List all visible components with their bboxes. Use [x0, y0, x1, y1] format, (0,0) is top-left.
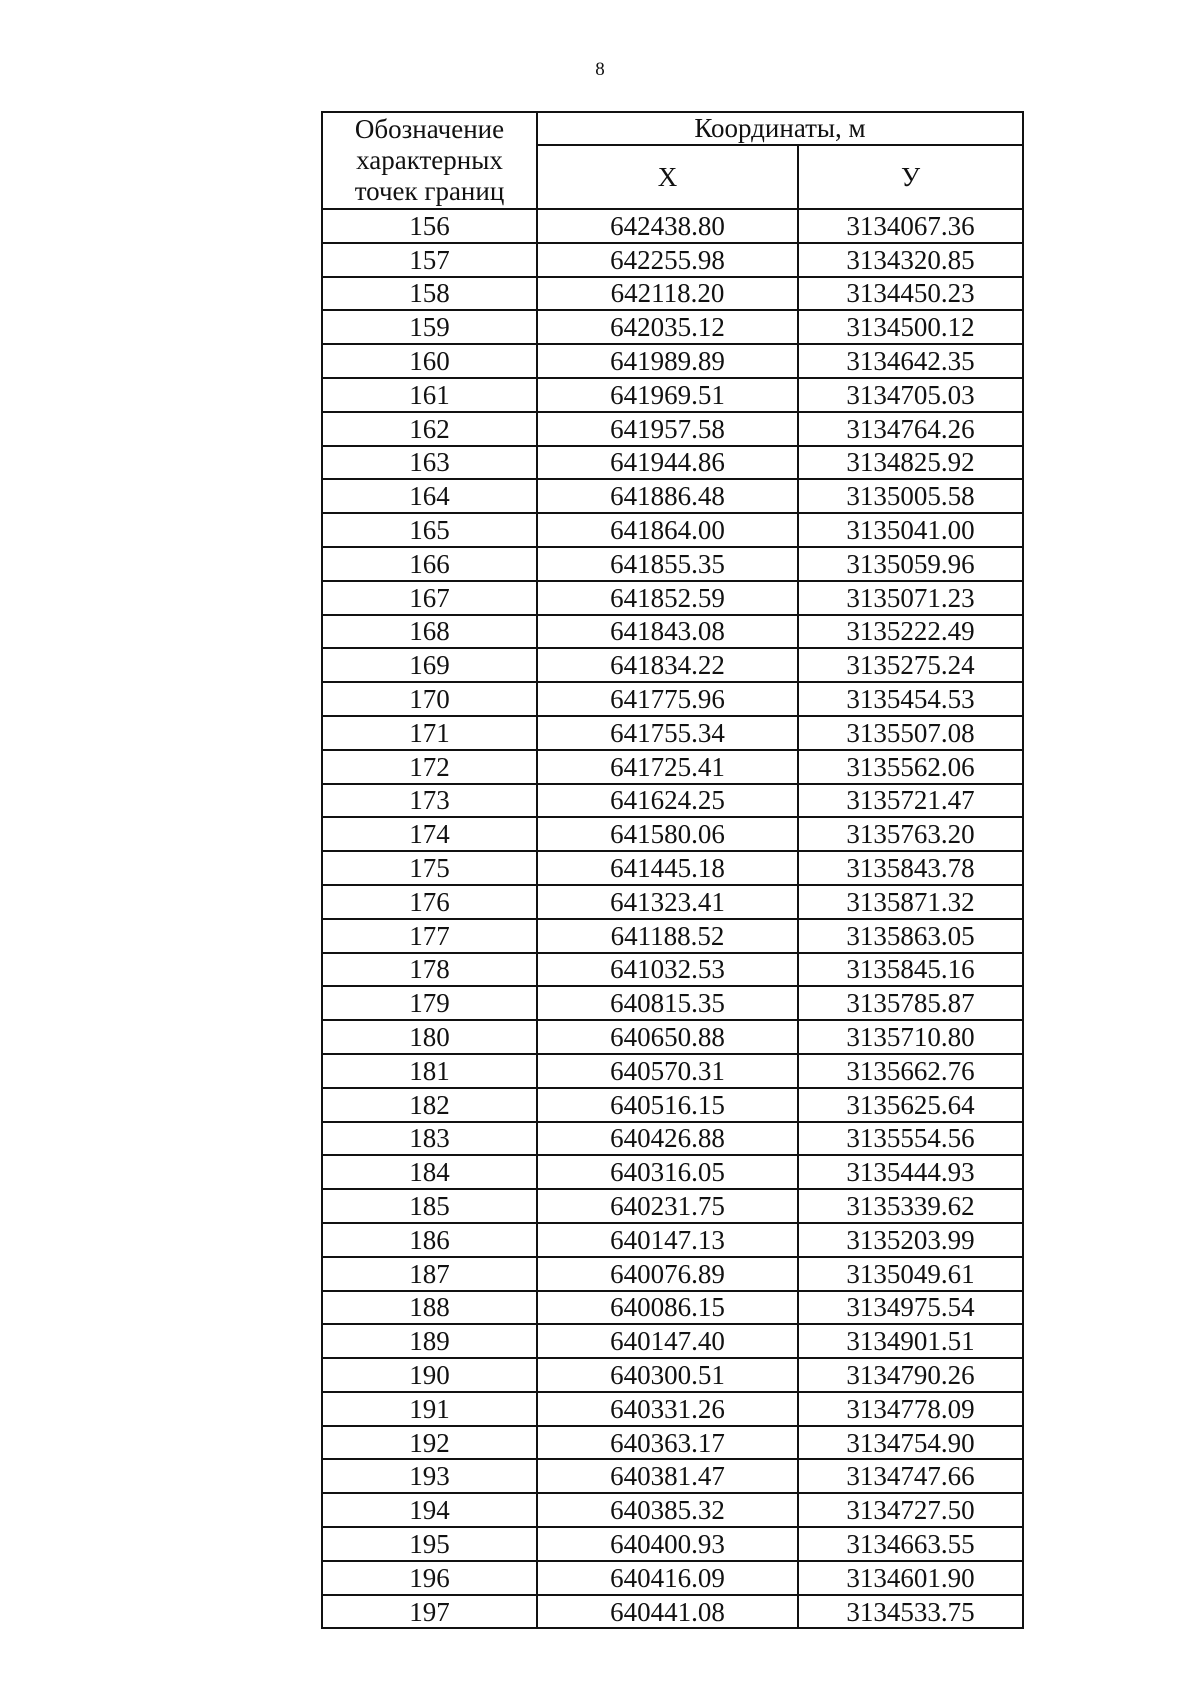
point-number-cell: 158 [322, 277, 537, 311]
x-coordinate-cell: 641989.89 [537, 344, 798, 378]
table-row [322, 243, 1023, 277]
point-number-cell: 165 [322, 513, 537, 547]
point-number-cell: 168 [322, 615, 537, 649]
x-coordinate-cell: 640385.32 [537, 1493, 798, 1527]
point-number-cell: 186 [322, 1223, 537, 1257]
y-coordinate-cell: 3135843.78 [798, 851, 1023, 885]
x-coordinate-cell: 640147.13 [537, 1223, 798, 1257]
point-number-cell: 196 [322, 1561, 537, 1595]
table-row [322, 885, 1023, 919]
point-number-cell: 191 [322, 1392, 537, 1426]
table-row [322, 479, 1023, 513]
point-number-cell: 166 [322, 547, 537, 581]
table-row [322, 1291, 1023, 1325]
y-coordinate-cell: 3134754.90 [798, 1426, 1023, 1460]
x-coordinate-cell: 640516.15 [537, 1088, 798, 1122]
point-number-cell: 164 [322, 479, 537, 513]
table-row [322, 784, 1023, 818]
y-coordinate-cell: 3135871.32 [798, 885, 1023, 919]
y-coordinate-cell: 3135710.80 [798, 1020, 1023, 1054]
x-coordinate-cell: 640231.75 [537, 1189, 798, 1223]
point-number-cell: 194 [322, 1493, 537, 1527]
table-row [322, 1189, 1023, 1223]
table-row [322, 1493, 1023, 1527]
y-coordinate-cell: 3134778.09 [798, 1392, 1023, 1426]
x-coordinate-cell: 640316.05 [537, 1155, 798, 1189]
point-number-cell: 195 [322, 1527, 537, 1561]
point-number-cell: 192 [322, 1426, 537, 1460]
table-row [322, 1459, 1023, 1493]
point-number-cell: 188 [322, 1291, 537, 1325]
y-coordinate-cell: 3135041.00 [798, 513, 1023, 547]
y-coordinate-cell: 3134901.51 [798, 1324, 1023, 1358]
y-coordinate-cell: 3135071.23 [798, 581, 1023, 615]
table-row [322, 1223, 1023, 1257]
point-number-cell: 172 [322, 750, 537, 784]
table-row [322, 1392, 1023, 1426]
y-coordinate-cell: 3134067.36 [798, 209, 1023, 243]
point-designation-header: Обозначение характерных точек границ [322, 112, 537, 209]
table-row [322, 1426, 1023, 1460]
point-number-cell: 183 [322, 1122, 537, 1156]
table-row [322, 378, 1023, 412]
y-coordinate-cell: 3134747.66 [798, 1459, 1023, 1493]
x-coordinate-cell: 641944.86 [537, 446, 798, 480]
y-coordinate-cell: 3135275.24 [798, 648, 1023, 682]
table-body [322, 209, 1023, 1628]
y-coordinate-cell: 3135222.49 [798, 615, 1023, 649]
table-row [322, 1324, 1023, 1358]
point-number-cell: 171 [322, 716, 537, 750]
table-row [322, 581, 1023, 615]
y-coordinate-cell: 3134705.03 [798, 378, 1023, 412]
y-coordinate-cell: 3135625.64 [798, 1088, 1023, 1122]
x-coordinate-cell: 641323.41 [537, 885, 798, 919]
x-coordinate-cell: 641969.51 [537, 378, 798, 412]
x-coordinate-cell: 640416.09 [537, 1561, 798, 1595]
y-coordinate-cell: 3135444.93 [798, 1155, 1023, 1189]
table-row [322, 1527, 1023, 1561]
x-coordinate-cell: 641852.59 [537, 581, 798, 615]
table-row [322, 817, 1023, 851]
x-coordinate-cell: 640570.31 [537, 1054, 798, 1088]
y-coordinate-cell: 3135203.99 [798, 1223, 1023, 1257]
point-number-cell: 169 [322, 648, 537, 682]
y-coordinate-cell: 3135845.16 [798, 953, 1023, 987]
y-coordinate-cell: 3134727.50 [798, 1493, 1023, 1527]
y-coordinate-cell: 3134450.23 [798, 277, 1023, 311]
y-coordinate-cell: 3135785.87 [798, 986, 1023, 1020]
x-coordinate-cell: 641445.18 [537, 851, 798, 885]
table-row [322, 750, 1023, 784]
point-number-cell: 167 [322, 581, 537, 615]
table-row [322, 547, 1023, 581]
point-number-cell: 193 [322, 1459, 537, 1493]
table-row [322, 682, 1023, 716]
table-row [322, 310, 1023, 344]
x-coordinate-cell: 641886.48 [537, 479, 798, 513]
x-coordinate-cell: 640441.08 [537, 1595, 798, 1629]
table-row [322, 851, 1023, 885]
point-number-cell: 161 [322, 378, 537, 412]
point-number-cell: 159 [322, 310, 537, 344]
x-coordinate-cell: 640426.88 [537, 1122, 798, 1156]
y-coordinate-cell: 3134764.26 [798, 412, 1023, 446]
y-coordinate-cell: 3135863.05 [798, 919, 1023, 953]
y-coordinate-cell: 3135454.53 [798, 682, 1023, 716]
y-coordinate-cell: 3135562.06 [798, 750, 1023, 784]
y-column-header: У [798, 145, 1023, 209]
point-number-cell: 170 [322, 682, 537, 716]
coordinates-header: Координаты, м [537, 112, 1023, 145]
table-row [322, 953, 1023, 987]
x-coordinate-cell: 642438.80 [537, 209, 798, 243]
point-number-cell: 173 [322, 784, 537, 818]
table-row [322, 1020, 1023, 1054]
table-row [322, 344, 1023, 378]
x-coordinate-cell: 640086.15 [537, 1291, 798, 1325]
y-coordinate-cell: 3134642.35 [798, 344, 1023, 378]
y-coordinate-cell: 3135721.47 [798, 784, 1023, 818]
x-coordinate-cell: 641775.96 [537, 682, 798, 716]
x-coordinate-cell: 640363.17 [537, 1426, 798, 1460]
table-row [322, 1088, 1023, 1122]
x-coordinate-cell: 640300.51 [537, 1358, 798, 1392]
table-row [322, 986, 1023, 1020]
x-coordinate-cell: 641624.25 [537, 784, 798, 818]
x-coordinate-cell: 640147.40 [537, 1324, 798, 1358]
point-number-cell: 176 [322, 885, 537, 919]
x-coordinate-cell: 640381.47 [537, 1459, 798, 1493]
table-row [322, 1257, 1023, 1291]
x-coordinate-cell: 642035.12 [537, 310, 798, 344]
y-coordinate-cell: 3135059.96 [798, 547, 1023, 581]
x-coordinate-cell: 640076.89 [537, 1257, 798, 1291]
y-coordinate-cell: 3135005.58 [798, 479, 1023, 513]
y-coordinate-cell: 3135339.62 [798, 1189, 1023, 1223]
point-number-cell: 182 [322, 1088, 537, 1122]
x-coordinate-cell: 641843.08 [537, 615, 798, 649]
x-coordinate-cell: 641725.41 [537, 750, 798, 784]
point-number-cell: 156 [322, 209, 537, 243]
table-row [322, 277, 1023, 311]
y-coordinate-cell: 3135662.76 [798, 1054, 1023, 1088]
y-coordinate-cell: 3134601.90 [798, 1561, 1023, 1595]
table-row [322, 209, 1023, 243]
point-number-cell: 189 [322, 1324, 537, 1358]
table-row [322, 1595, 1023, 1629]
x-coordinate-cell: 640400.93 [537, 1527, 798, 1561]
table-row [322, 1122, 1023, 1156]
x-coordinate-cell: 641957.58 [537, 412, 798, 446]
table-row [322, 446, 1023, 480]
point-number-cell: 178 [322, 953, 537, 987]
y-coordinate-cell: 3134320.85 [798, 243, 1023, 277]
point-number-cell: 157 [322, 243, 537, 277]
x-coordinate-cell: 641755.34 [537, 716, 798, 750]
point-number-cell: 163 [322, 446, 537, 480]
point-number-cell: 185 [322, 1189, 537, 1223]
point-number-cell: 181 [322, 1054, 537, 1088]
table-row [322, 1358, 1023, 1392]
point-number-cell: 160 [322, 344, 537, 378]
y-coordinate-cell: 3135763.20 [798, 817, 1023, 851]
point-number-cell: 190 [322, 1358, 537, 1392]
point-number-cell: 175 [322, 851, 537, 885]
table-row [322, 1054, 1023, 1088]
y-coordinate-cell: 3135554.56 [798, 1122, 1023, 1156]
x-column-header: Х [537, 145, 798, 209]
x-coordinate-cell: 641864.00 [537, 513, 798, 547]
point-number-cell: 180 [322, 1020, 537, 1054]
y-coordinate-cell: 3134825.92 [798, 446, 1023, 480]
point-number-cell: 179 [322, 986, 537, 1020]
y-coordinate-cell: 3135507.08 [798, 716, 1023, 750]
table-row [322, 513, 1023, 547]
table-header [322, 112, 1023, 209]
y-coordinate-cell: 3134790.26 [798, 1358, 1023, 1392]
x-coordinate-cell: 642255.98 [537, 243, 798, 277]
x-coordinate-cell: 642118.20 [537, 277, 798, 311]
x-coordinate-cell: 640815.35 [537, 986, 798, 1020]
y-coordinate-cell: 3134975.54 [798, 1291, 1023, 1325]
page-number: 8 [595, 59, 605, 80]
point-number-cell: 174 [322, 817, 537, 851]
point-number-cell: 187 [322, 1257, 537, 1291]
point-number-cell: 197 [322, 1595, 537, 1629]
x-coordinate-cell: 641580.06 [537, 817, 798, 851]
table-row [322, 716, 1023, 750]
x-coordinate-cell: 640331.26 [537, 1392, 798, 1426]
table-row [322, 1561, 1023, 1595]
x-coordinate-cell: 641188.52 [537, 919, 798, 953]
table-row [322, 412, 1023, 446]
header-row-top [322, 112, 1023, 145]
y-coordinate-cell: 3134500.12 [798, 310, 1023, 344]
point-number-cell: 177 [322, 919, 537, 953]
point-number-cell: 162 [322, 412, 537, 446]
point-number-cell: 184 [322, 1155, 537, 1189]
table-row [322, 615, 1023, 649]
y-coordinate-cell: 3134663.55 [798, 1527, 1023, 1561]
x-coordinate-cell: 640650.88 [537, 1020, 798, 1054]
y-coordinate-cell: 3134533.75 [798, 1595, 1023, 1629]
table-row [322, 919, 1023, 953]
y-coordinate-cell: 3135049.61 [798, 1257, 1023, 1291]
x-coordinate-cell: 641032.53 [537, 953, 798, 987]
x-coordinate-cell: 641855.35 [537, 547, 798, 581]
table-row [322, 648, 1023, 682]
x-coordinate-cell: 641834.22 [537, 648, 798, 682]
boundary-coordinates-table [321, 111, 1024, 1629]
table-row [322, 1155, 1023, 1189]
